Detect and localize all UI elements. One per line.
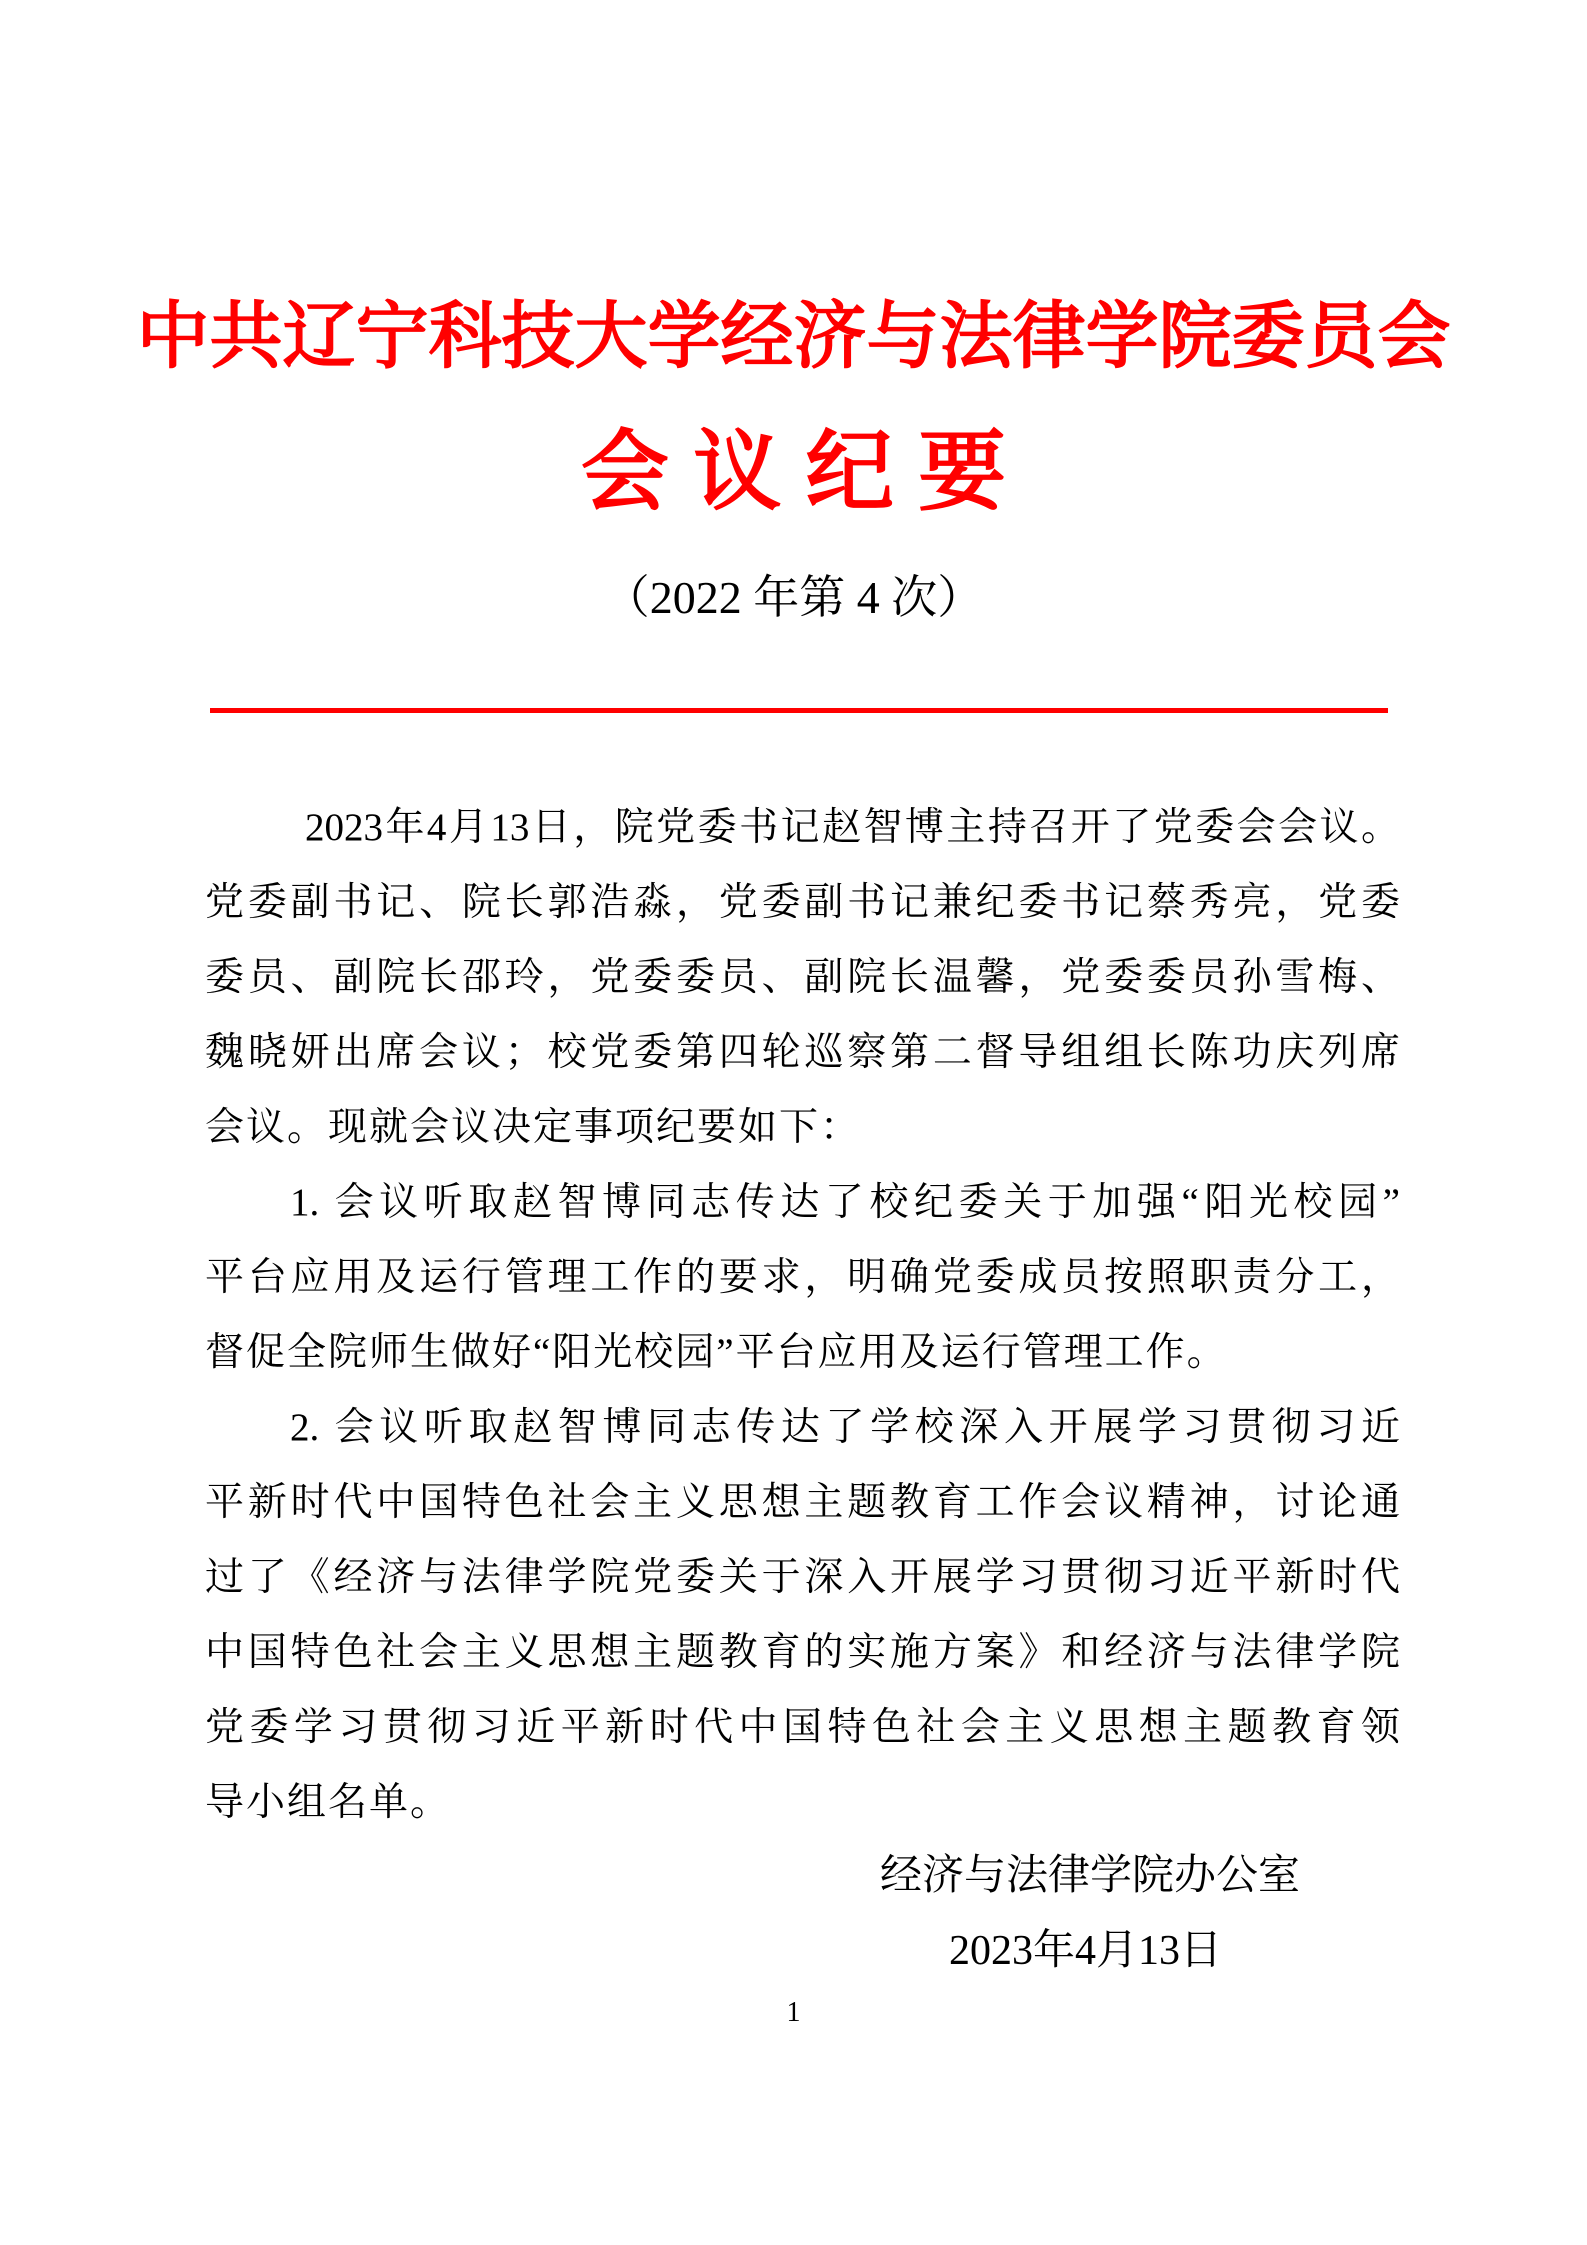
body-line: 党委副书记、院长郭浩淼，党委副书记兼纪委书记蔡秀亮，党委 bbox=[205, 881, 1400, 924]
body-line: 2023年4月13日，院党委书记赵智博主持召开了党委会会议。 bbox=[305, 806, 1400, 849]
body-line: 委员、副院长邵玲，党委委员、副院长温馨，党委委员孙雪梅、 bbox=[205, 956, 1400, 999]
body-line: 会议。现就会议决定事项纪要如下： bbox=[205, 1106, 862, 1149]
body-line: 中国特色社会主义思想主题教育的实施方案》和经济与法律学院 bbox=[205, 1631, 1400, 1674]
body-line: 督促全院师生做好“阳光校园”平台应用及运行管理工作。 bbox=[205, 1331, 1228, 1374]
body-line: 魏晓妍出席会议；校党委第四轮巡察第二督导组组长陈功庆列席 bbox=[205, 1031, 1400, 1074]
issue-label: （2022 年第 4 次） bbox=[603, 572, 984, 623]
header-divider-line bbox=[210, 708, 1388, 713]
body-line: 过了《经济与法律学院党委关于深入开展学习贯彻习近平新时代 bbox=[205, 1556, 1400, 1599]
body-line: 党委学习贯彻习近平新时代中国特色社会主义思想主题教育领 bbox=[205, 1706, 1400, 1749]
doc-title: 会 议 纪 要 bbox=[580, 422, 1007, 521]
body-line: 导小组名单。 bbox=[205, 1781, 452, 1824]
date-line: 2023年4月13日 bbox=[948, 1928, 1222, 1974]
org-title: 中共辽宁科技大学经济与法律学院委员会 bbox=[136, 296, 1451, 377]
body-line: 2. 会议听取赵智博同志传达了学校深入开展学习贯彻习近 bbox=[290, 1406, 1400, 1449]
signature-line: 经济与法律学院办公室 bbox=[879, 1853, 1300, 1899]
body-line: 1. 会议听取赵智博同志传达了校纪委关于加强“阳光校园” bbox=[290, 1181, 1400, 1224]
page-number: 1 bbox=[786, 1997, 801, 2028]
document-body bbox=[205, 790, 1400, 1840]
body-line: 平台应用及运行管理工作的要求，明确党委成员按照职责分工， bbox=[205, 1256, 1400, 1299]
body-line: 平新时代中国特色社会主义思想主题教育工作会议精神，讨论通 bbox=[205, 1481, 1400, 1524]
